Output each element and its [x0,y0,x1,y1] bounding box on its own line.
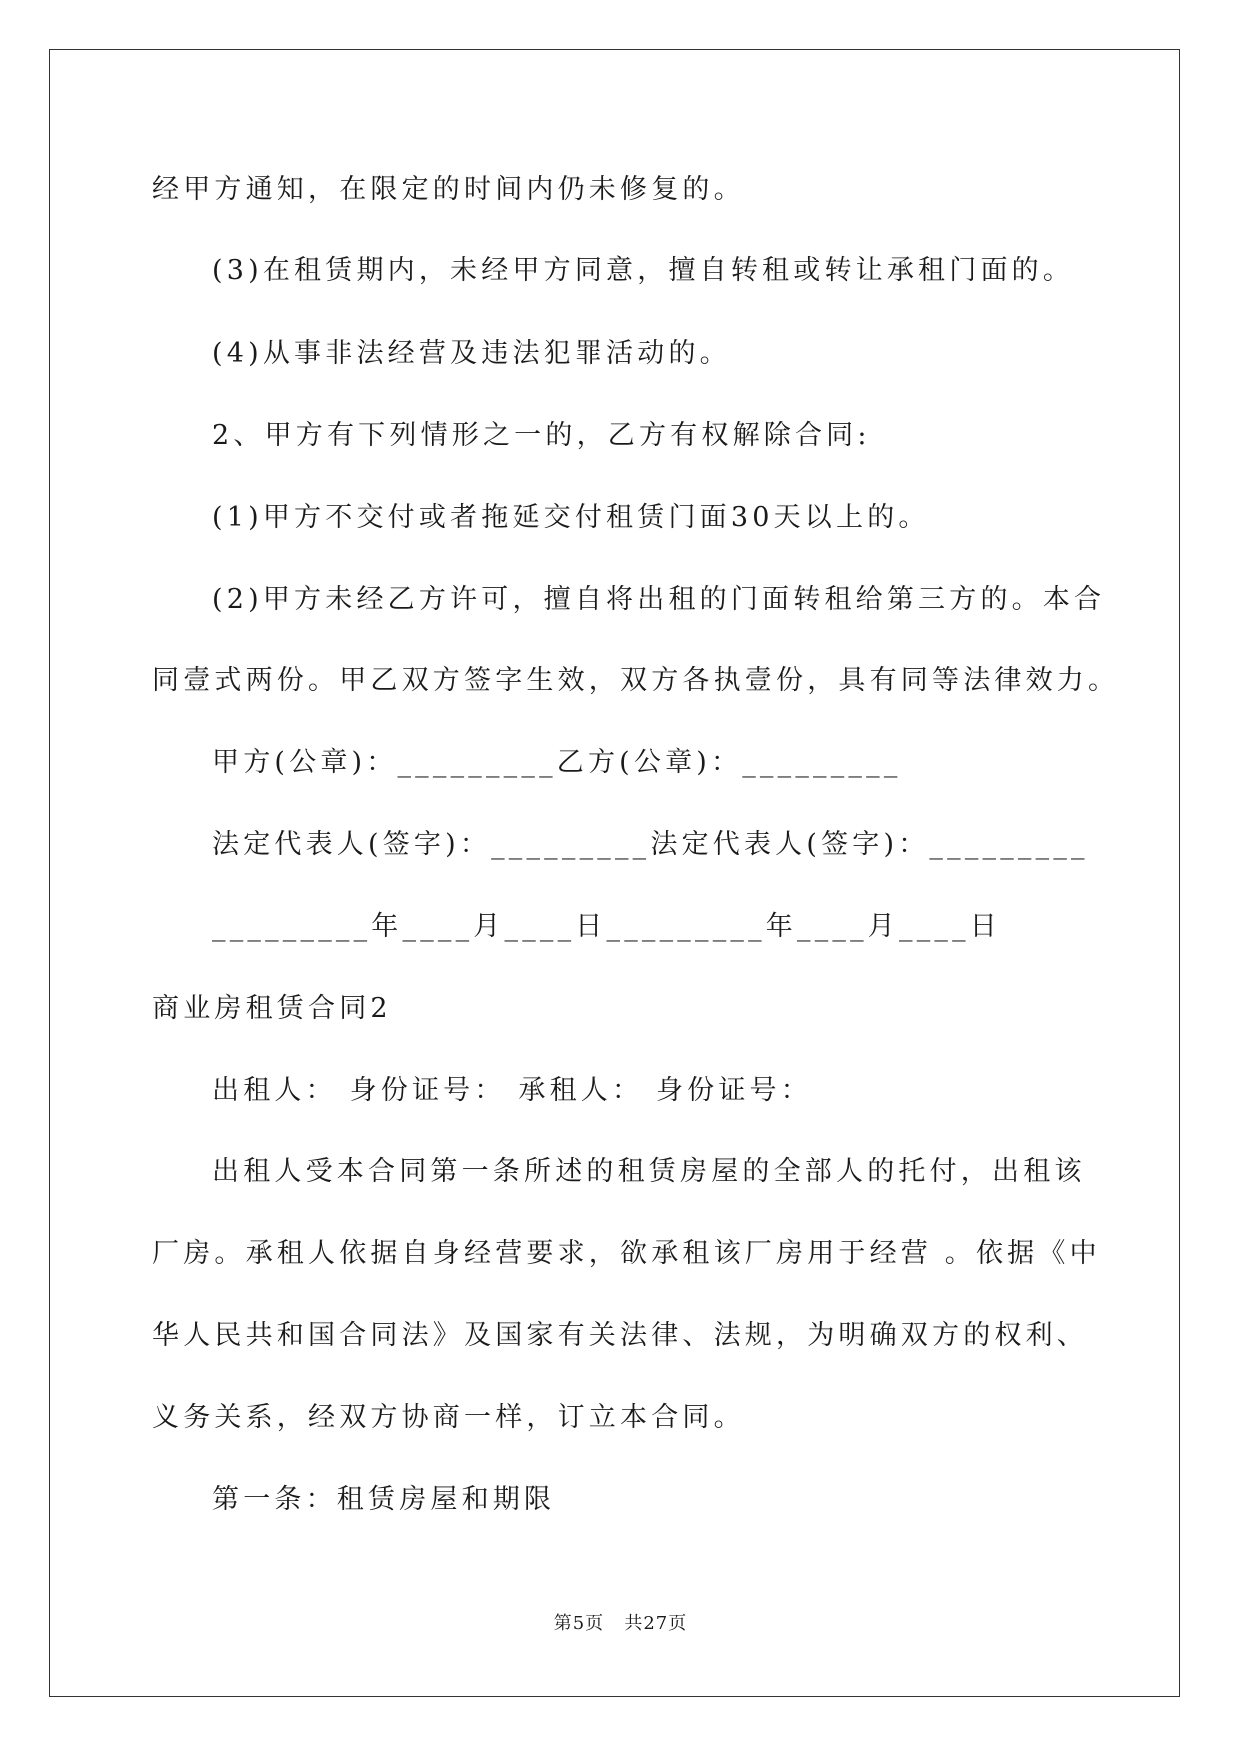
paragraph-line: 出租人受本合同第一条所述的租赁房屋的全部人的托付，出租该 [212,1156,1086,1187]
paragraph-line: 华人民共和国合同法》及国家有关法律、法规，为明确双方的权利、 [152,1320,1088,1351]
paragraph-line: 厂房。承租人依据自身经营要求，欲承租该厂房用于经营 。依据《中 [152,1238,1101,1269]
page-border [49,49,1180,1697]
paragraph-line: 同壹式两份。甲乙双方签字生效，双方各执壹份，具有同等法律效力。 [152,665,1120,696]
party-info-line: 出租人： 身份证号： 承租人： 身份证号： [212,1075,812,1106]
paragraph-line: (2)甲方未经乙方许可，擅自将出租的门面转租给第三方的。本合 [212,584,1106,615]
date-line: _________年____月____日_________年____月____日 [212,911,1001,942]
paragraph-line: 2、甲方有下列情形之一的，乙方有权解除合同: [212,420,871,451]
article-heading: 第一条：租赁房屋和期限 [212,1484,556,1515]
section-title: 商业房租赁合同2 [152,993,392,1024]
paragraph-line: (1)甲方不交付或者拖延交付租赁门面30天以上的。 [212,502,930,533]
paragraph-line: 经甲方通知，在限定的时间内仍未修复的。 [152,174,745,205]
paragraph-line: (4)从事非法经营及违法犯罪活动的。 [212,338,731,369]
paragraph-line: (3)在租赁期内，未经甲方同意，擅自转租或转让承租门面的。 [212,255,1075,286]
page-number: 第5页 共27页 [553,1613,688,1634]
signature-line: 法定代表人(签字)：_________法定代表人(签字)：_________ [212,829,1089,860]
signature-line: 甲方(公章)：_________乙方(公章)：_________ [212,747,902,778]
paragraph-line: 义务关系，经双方协商一样，订立本合同。 [152,1402,745,1433]
